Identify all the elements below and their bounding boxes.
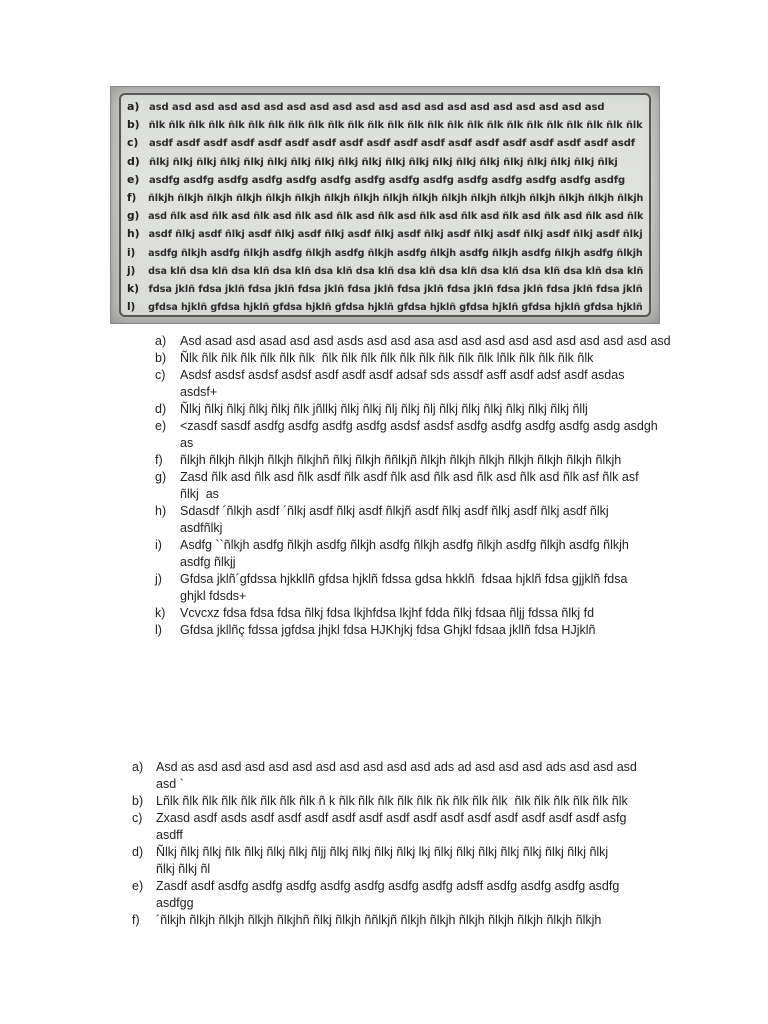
photo-row <box>127 262 643 280</box>
list-item-text: as <box>180 436 194 450</box>
list-item-text: ñlkj as <box>180 487 219 501</box>
list-item-label: f) <box>155 453 163 467</box>
photo-row-text: asdfg ñlkjh asdfg ñlkjh asdfg ñlkjh asdfg ñlkjh asdfg ñlkjh asdfg ñlkjh asdfg ñlkjh asdfg ñlkjh <box>148 247 643 259</box>
photo-row-label: i) <box>127 245 136 259</box>
list-item-text: <zasdf sasdf asdfg asdfg asdfg asdfg asdsf asdsf asdfg asdfg asdfg asdfg asdg asdgh <box>180 419 658 433</box>
list-item-text: asdfg ñlkjj <box>180 555 236 569</box>
photo-row-label: d) <box>127 154 140 168</box>
list-item-label: b) <box>132 794 144 808</box>
photo-row-text: gfdsa hjklñ gfdsa hjklñ gfdsa hjklñ gfdsa hjklñ gfdsa hjklñ gfdsa hjklñ gfdsa hjklñ gfdsa hjklñ <box>148 302 643 314</box>
photo-row-text: asd ñlk asd ñlk asd ñlk asd ñlk asd ñlk asd ñlk asd ñlk asd ñlk asd ñlk asd ñlk asd ñlk asd ñlk <box>148 211 644 223</box>
photo-row-text: asd asd asd asd asd asd asd asd asd asd asd asd asd asd asd asd asd asd asd asd <box>149 102 605 113</box>
photo-row-text: fdsa jklñ fdsa jklñ fdsa jklñ fdsa jklñ fdsa jklñ fdsa jklñ fdsa jklñ fdsa jklñ fdsa jklñ fdsa jklñ <box>148 284 643 295</box>
list-item-text: Asd as asd asd asd asd asd asd asd asd asd asd ads ad asd asd asd ads asd asd asd <box>156 760 637 774</box>
list-item-text: Zasd ñlk asd ñlk asd ñlk asdf ñlk asdf ñlk asd ñlk asd ñlk asd ñlk asd ñlk asf ñlk asf <box>180 470 639 484</box>
photo-row <box>127 153 618 171</box>
photo-row-label: b) <box>127 118 140 132</box>
photo-row-text: asdf ñlkj asdf ñlkj asdf ñlkj asdf ñlkj asdf ñlkj asdf ñlkj asdf ñlkj asdf ñlkj asdf ñlkj asdf ñlkj <box>148 229 643 241</box>
photo-row-label: h) <box>127 227 140 241</box>
photo-row <box>127 244 643 262</box>
list-item-text: Asdfg ``ñlkjh asdfg ñlkjh asdfg ñlkjh asdfg ñlkjh asdfg ñlkjh asdfg ñlkjh asdfg ñlkjh <box>180 538 629 552</box>
list-item-label: j) <box>155 572 162 586</box>
photo-row-text: ñlkjh ñlkjh ñlkjh ñlkjh ñlkjh ñlkjh ñlkjh ñlkjh ñlkjh ñlkjh ñlkjh ñlkjh ñlkjh ñlkjh ñlkjh ñlkjh ñlkjh <box>148 193 644 204</box>
list-item-text: ghjkl fdsds+ <box>180 589 247 603</box>
list-item-text: Zxasd asdf asds asdf asdf asdf asdf asdf asdf asdf asdf asdf asdf asdf asdf asdf asfg <box>156 811 627 825</box>
list-item-label: a) <box>132 760 144 774</box>
list-item-text: asdff <box>156 828 183 842</box>
photo-row-text: dsa klñ dsa klñ dsa klñ dsa klñ dsa klñ dsa klñ dsa klñ dsa klñ dsa klñ dsa klñ dsa klñ dsa klñ <box>148 265 644 277</box>
list-item-label: e) <box>132 879 144 893</box>
list-item-text: Asdsf asdsf asdsf asdsf asdf asdf asdf adsaf sds assdf asff asdf adsf asdf asdas <box>180 368 625 382</box>
list-item-label: h) <box>155 504 167 518</box>
list-item-text: Sdasdf ´ñlkjh asdf ´ñlkj asdf ñlkj asdf ñlkjñ asdf ñlkj asdf ñlkj asdf ñlkj asdf ñlkj <box>180 504 609 518</box>
exercise-card <box>119 93 651 317</box>
photo-row <box>127 298 643 316</box>
list-item-text: Ñlk ñlk ñlk ñlk ñlk ñlk ñlk ñlk ñlk ñlk ñlk ñlk ñlk ñlk ñlk ñlk lñlk ñlk ñlk ñlk ñlk <box>180 351 594 365</box>
photo-row <box>127 280 643 298</box>
list-item-text: Asd asad asd asad asd asd asds asd asd asa asd asd asd asd asd asd asd asd asd asd <box>180 334 671 348</box>
list-item-label: i) <box>155 538 162 552</box>
list-item-text: Vcvcxz fdsa fdsa fdsa ñlkj fdsa lkjhfdsa lkjhf fdda ñlkj fdsaa ñljj fdssa ñlkj fd <box>180 606 595 620</box>
list-item-text: asdfgg <box>156 896 194 910</box>
list-item-label: e) <box>155 419 167 433</box>
list-item-text: asd ` <box>156 777 184 791</box>
list-item-label: d) <box>132 845 144 859</box>
photo-row <box>127 171 625 189</box>
list-item-label: a) <box>155 334 167 348</box>
photo-row-label: k) <box>127 282 139 295</box>
photo-row-text: asdf asdf asdf asdf asdf asdf asdf asdf asdf asdf asdf asdf asdf asdf asdf asdf asdf asdf <box>149 138 636 150</box>
list-item-text: Ñlkj ñlkj ñlkj ñlk ñlkj ñlkj ñlkj ñljj ñlkj ñlkj ñlkj ñlkj lkj ñlkj ñlkj ñlkj ñlkj ñlkj ñlkj ñlkj ñlkj <box>156 845 609 859</box>
photo-row <box>127 207 643 225</box>
photo-row-label: g) <box>127 209 140 223</box>
list-item-text: asdfñlkj <box>180 521 223 535</box>
list-item-text: ´ñlkjh ñlkjh ñlkjh ñlkjh ñlkjhñ ñlkj ñlkjh ññlkjñ ñlkjh ñlkjh ñlkjh ñlkjh ñlkjh ñlkjh ñlkjh <box>156 913 602 927</box>
list-item-label: k) <box>155 606 166 620</box>
list-item-text: ñlkj ñlkj ñl <box>156 862 211 876</box>
photo-row-label: f) <box>127 191 137 204</box>
list-item-label: l) <box>155 623 162 637</box>
typing-exercise-photo <box>110 86 660 324</box>
list-item-label: c) <box>155 368 166 382</box>
list-item-text: Gfdsa jklñ´gfdssa hjkkllñ gfdsa hjklñ fdssa gdsa hkklñ fdsaa hjklñ fdsa gjjklñ fdsa <box>180 572 628 586</box>
photo-row-text: ñlkj ñlkj ñlkj ñlkj ñlkj ñlkj ñlkj ñlkj ñlkj ñlkj ñlkj ñlkj ñlkj ñlkj ñlkj ñlkj ñlkj ñlkj ñlkj ñlkj <box>149 156 618 168</box>
photo-row <box>127 98 604 116</box>
photo-row-text: ñlk ñlk ñlk ñlk ñlk ñlk ñlk ñlk ñlk ñlk ñlk ñlk ñlk ñlk ñlk ñlk ñlk ñlk ñlk ñlk ñlk ñlk ñlk ñlk ñlk <box>148 120 643 132</box>
photo-row-label: c) <box>127 136 139 150</box>
photo-row-text: asdfg asdfg asdfg asdfg asdfg asdfg asdfg asdfg asdfg asdfg asdfg asdfg asdfg asdfg <box>149 174 626 186</box>
list-item-text: asdsf+ <box>180 385 218 399</box>
list-item-text: ñlkjh ñlkjh ñlkjh ñlkjh ñlkjhñ ñlkj ñlkjh ññlkjñ ñlkjh ñlkjh ñlkjh ñlkjh ñlkjh ñlkjh ñlkjh <box>180 453 622 467</box>
list-item-label: g) <box>155 470 167 484</box>
list-item-text: Zasdf asdf asdfg asdfg asdfg asdfg asdfg asdfg asdfg adsff asdfg asdfg asdfg asdfg <box>156 879 620 893</box>
list-item-label: c) <box>132 811 143 825</box>
photo-row <box>127 116 643 134</box>
photo-row <box>127 189 643 207</box>
list-item-label: b) <box>155 351 167 365</box>
photo-row <box>127 225 643 243</box>
photo-row-label: j) <box>127 263 136 277</box>
list-item-text: Lñlk ñlk ñlk ñlk ñlk ñlk ñlk ñlk ñ k ñlk ñlk ñlk ñlk ñlk ñk ñlk ñlk ñlk ñlk ñlk ñlk ñlk ñlk ñlk <box>156 794 628 808</box>
list-item-label: d) <box>155 402 167 416</box>
list-item-text: Gfdsa jkllñç fdssa jgfdsa jhjkl fdsa HJKhjkj fdsa Ghjkl fdsaa jkllñ fdsa HJjklñ <box>180 623 596 637</box>
photo-row-label: e) <box>127 172 140 186</box>
photo-row <box>127 134 635 152</box>
photo-row-label: l) <box>127 300 136 314</box>
list-item-text: Ñlkj ñlkj ñlkj ñlkj ñlkj ñlk jñllkj ñlkj ñlkj ñlj ñlkj ñlj ñlkj ñlkj ñlkj ñlkj ñlkj ñlkj ñllj <box>180 402 588 416</box>
list-item-label: f) <box>132 913 140 927</box>
photo-row-label: a) <box>127 100 140 113</box>
